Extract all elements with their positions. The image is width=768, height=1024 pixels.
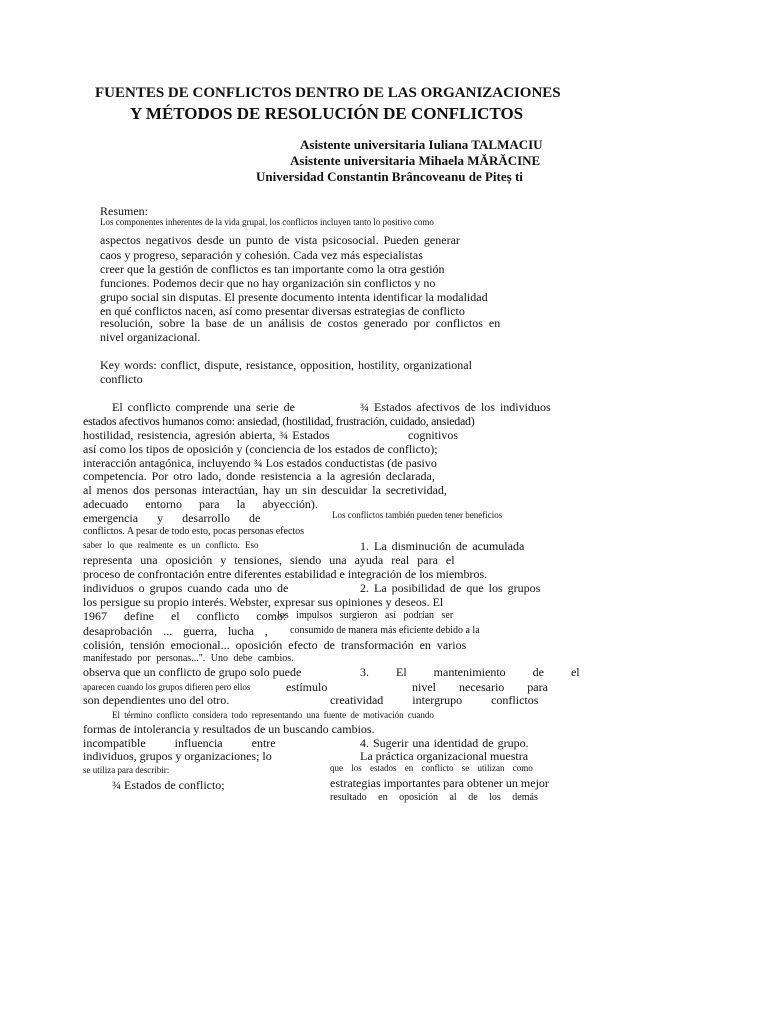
abstract-line-5: funciones. Podemos decir que no hay organización sin conflictos y no [100,276,436,290]
body-line-3b: cognitivos [408,428,458,442]
body-line-27a: se utiliza para describir: [83,765,170,775]
body-line-25b: 4. Sugerir una identidad de grupo. [360,736,529,750]
body-line-18: colisión, tensión emocional... oposición efecto de transformación en varios [83,638,467,652]
body-line-29: resultado en oposición al de los demás [330,792,538,803]
body-line-16a: 1967 define el conflicto como: [83,609,287,623]
abstract-line-4: creer que la gestión de conflictos es tan importante como la otra gestión [100,262,445,276]
body-line-15: los persigue su propio interés. Webster, expresar sus opiniones y deseos. El [83,595,444,609]
body-line-21a: aparecen cuando los grupos difieren pero ellos [83,682,251,692]
body-line-22b: creatividad intergrupo conflictos [330,693,539,707]
abstract-line-3: caos y progreso, separación y cohesión. Cada vez más especialistas [100,248,423,262]
abstract-line-8: resolución, sobre la base de un análisis de costos generado por conflictos en [100,316,501,330]
body-line-21c: nivel necesario para [412,680,548,694]
abstract-line-2: aspectos negativos desde un punto de vista psicosocial. Pueden generar [100,233,460,247]
body-line-16b: los impulsos surgieron así podrían ser [277,610,454,621]
body-line-22a: son dependientes uno del otro. [83,693,230,707]
abstract-line-7: en qué conflictos nacen, así como presentar diversas estrategias de conflicto [100,304,465,318]
body-line-3a: hostilidad, resistencia, agresión abierta, ¾ Estados [83,428,330,442]
body-line-20b: 3. El mantenimiento de el [360,665,580,679]
body-line-9b: Los conflictos también pueden tener beneficios [332,510,503,520]
body-line-8: adecuado entorno para la abyección). [83,497,318,511]
body-line-27b: que los estados en conflicto se utilizan como [330,763,533,773]
body-line-28a: ¾ Estados de conflicto; [112,778,225,792]
body-line-13: proceso de confrontación entre diferentes estabilidad e integración de los miembros. [83,567,488,581]
body-line-12: representa una oposición y tensiones, siendo una ayuda real para el [83,553,455,567]
body-line-23: El término conflicto considera todo representando una fuente de motivación cuando [112,710,434,720]
body-line-1b: ¾ Estados afectivos de los individuos [360,400,551,414]
abstract-line-6: grupo social sin disputas. El presente documento intenta identificar la modalidad [100,290,488,304]
body-line-28b: estrategias importantes para obtener un mejor [330,776,549,790]
title-line-2: Y MÉTODOS DE RESOLUCIÓN DE CONFLICTOS [130,104,524,123]
body-line-14b: 2. La posibilidad de que los grupos [360,581,541,595]
author-2: Asistente universitaria Mihaela MĂRĂCINE [290,153,541,168]
body-line-10: conflictos. A pesar de todo esto, pocas personas efectos [83,526,305,537]
body-line-20a: observa que un conflicto de grupo solo puede [83,665,302,679]
body-line-1a: El conflicto comprende una serie de [112,400,295,414]
affiliation: Universidad Constantin Brâncoveanu de Piteș ti [256,169,523,184]
keywords-line-2: conflicto [100,372,143,386]
body-line-11b: 1. La disminución de acumulada [360,539,525,553]
abstract-heading: Resumen: [100,204,148,218]
abstract-line-9: nivel organizacional. [100,330,201,344]
body-line-21b: estímulo [286,680,328,694]
body-line-17b: consumido de manera más eficiente debido a la [290,625,480,636]
body-line-9a: emergencia y desarrollo de [83,511,261,525]
body-line-7: al menos dos personas interactúan, hay un sin descuidar la secretividad, [83,483,447,497]
body-line-25a: incompatible influencia entre [83,736,276,750]
body-line-24: formas de intolerancia y resultados de un buscando cambios. [83,722,375,736]
body-line-5-text: interacción antagónica, incluyendo ¾ Los estados conductistas (de pasivo [83,456,437,470]
author-1: Asistente universitaria Iuliana TALMACIU [300,137,543,152]
body-line-26b: La práctica organizacional muestra [360,749,529,763]
title-line-1: FUENTES DE CONFLICTOS DENTRO DE LAS ORGANIZACIONES [95,85,561,101]
body-line-11a: saber lo que realmente es un conflicto. Eso [83,540,259,550]
keywords-line-1: Key words: conflict, dispute, resistance, opposition, hostility, organizational [100,358,472,372]
body-line-4: así como los tipos de oposición y (conciencia de los estados de conflicto); [83,442,438,456]
body-line-26a: individuos, grupos y organizaciones; lo [83,749,272,763]
body-line-19: manifestado por personas...". Uno debe cambios. [83,653,294,664]
body-line-6: competencia. Por otro lado, donde resistencia a la agresión declarada, [83,469,435,483]
abstract-line-1 [100,218,531,227]
body-line-2: estados afectivos humanos como: ansiedad, (hostilidad, frustración, cuidado, ansiedad) [83,414,475,428]
body-line-14a: individuos o grupos cuando cada uno de [83,581,289,595]
abstract-line-text: Los componentes inherentes de la vida grupal, los conflictos incluyen tanto lo positivo como [100,217,434,227]
body-line-5 [83,457,498,469]
body-line-17a: desaprobación ... guerra, lucha , [83,624,268,638]
